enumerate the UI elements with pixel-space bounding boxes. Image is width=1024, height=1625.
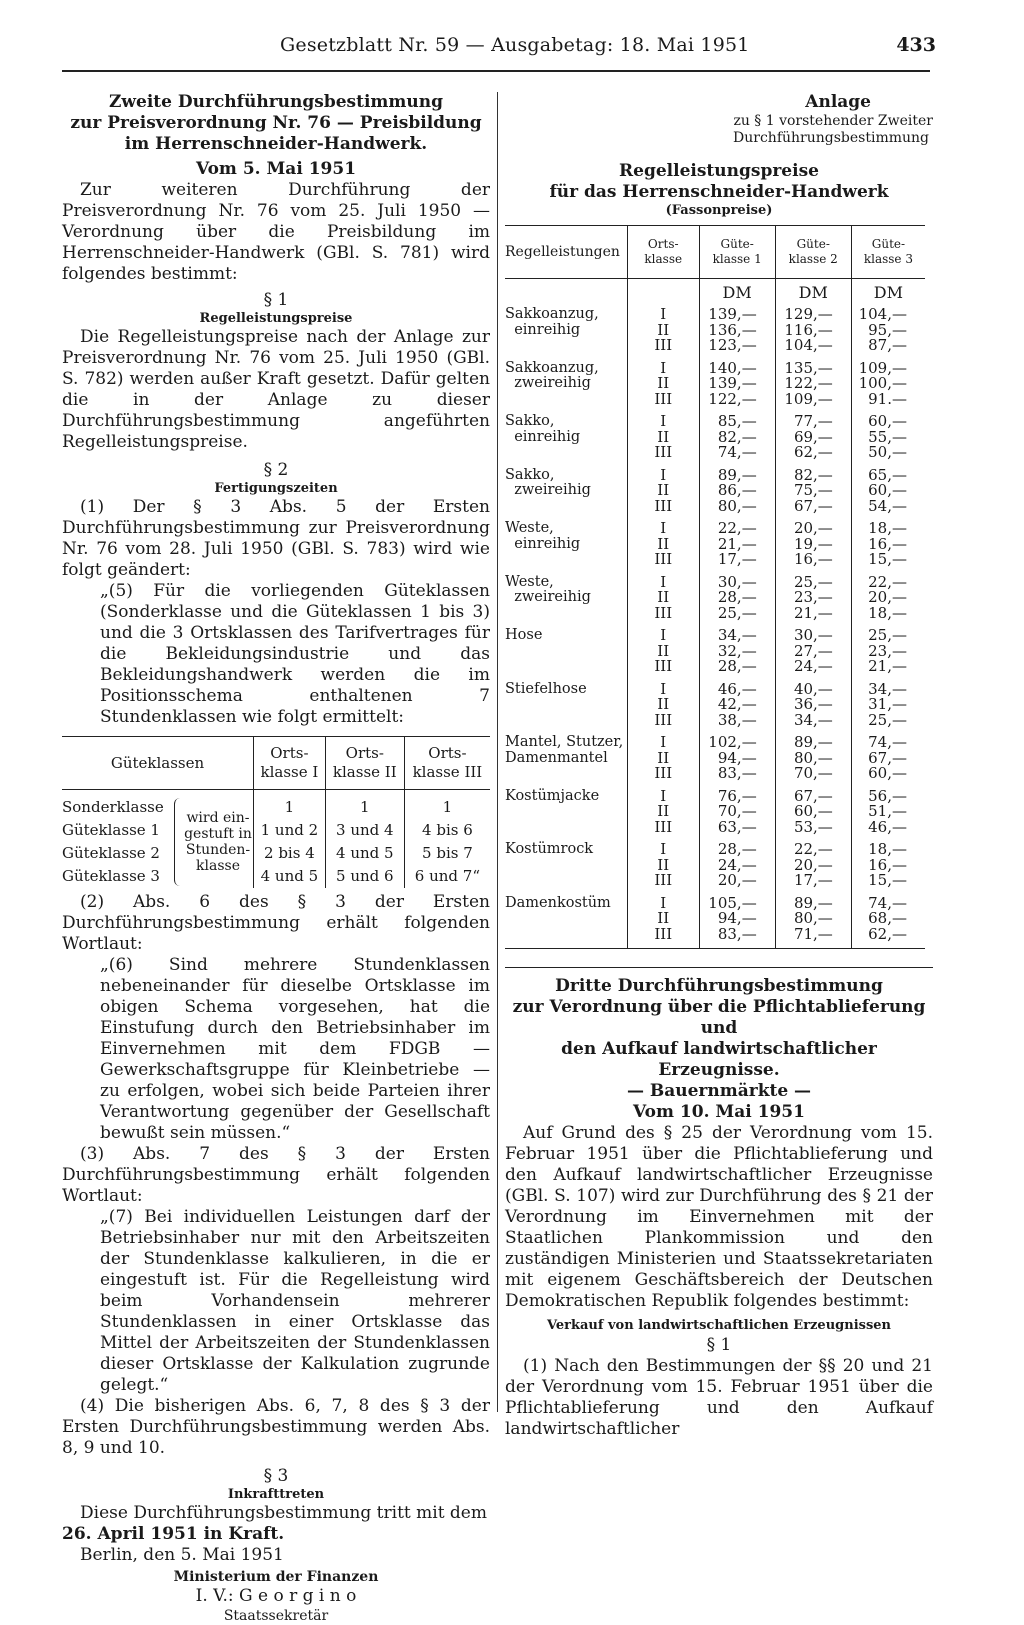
d3-title-line-3: den Aufkauf landwirtschaftlicher Erzeugnisse. bbox=[561, 1039, 877, 1080]
price-value: 50,— bbox=[868, 443, 907, 461]
gk-header-ortsklasse-2: Orts- klasse II bbox=[325, 737, 404, 790]
ortsklasse-value: I bbox=[660, 358, 667, 377]
price-value: 42,— bbox=[717, 695, 757, 713]
d3-date: Vom 10. Mai 1951 bbox=[633, 1102, 805, 1122]
regelleistung-name: Damenkostüm bbox=[505, 896, 627, 949]
price-value: 82,— bbox=[717, 427, 757, 446]
price-group-row bbox=[505, 842, 925, 896]
regelleistung-name: Sakkoanzug, einreihig bbox=[505, 306, 599, 338]
left-title-line-2: zur Preisverordnung Nr. 76 — Preisbildung bbox=[70, 113, 482, 133]
price-value: 27,— bbox=[793, 641, 833, 660]
empty-cell bbox=[627, 279, 699, 308]
price-value: 62,— bbox=[868, 924, 907, 943]
left-date: Vom 5. Mai 1951 bbox=[195, 159, 357, 179]
ortsklasse-value: I bbox=[660, 679, 667, 698]
page-header bbox=[0, 34, 1024, 62]
ministry: Ministerium der Finanzen bbox=[173, 1569, 379, 1585]
price-header-4: Güte- klasse 3 bbox=[851, 226, 925, 279]
price-value: 28,— bbox=[717, 657, 757, 675]
ortsklasse-value: III bbox=[654, 657, 673, 675]
gk-row-label: Sonderklasse bbox=[62, 798, 164, 816]
price-value: 21,— bbox=[868, 657, 907, 675]
price-value: 21,— bbox=[793, 603, 833, 622]
regelleistung-name: Sakko, einreihig bbox=[505, 413, 581, 445]
ortsklasse-value: III bbox=[654, 764, 673, 782]
s2-sign: § 2 bbox=[263, 460, 289, 480]
ortsklasse-value: I bbox=[660, 305, 667, 323]
price-value: 18,— bbox=[868, 840, 907, 858]
price-header-0: Regelleistungen bbox=[505, 226, 627, 279]
price-value: 129,— bbox=[784, 305, 833, 323]
price-value: 22,— bbox=[868, 572, 907, 591]
price-value: 62,— bbox=[793, 443, 833, 461]
price-value: 21,— bbox=[717, 534, 757, 553]
price-value: 63,— bbox=[717, 817, 757, 836]
ortsklasse-value: I bbox=[660, 519, 667, 537]
price-value: 18,— bbox=[868, 603, 907, 622]
ortsklasse-value: III bbox=[654, 871, 673, 889]
price-value: 135,— bbox=[784, 358, 833, 377]
ortsklasse-value: III bbox=[654, 443, 673, 461]
regelleistung-name: Weste, einreihig bbox=[505, 520, 581, 552]
currency-label: DM bbox=[775, 279, 851, 308]
header-rule bbox=[62, 70, 930, 72]
price-value: 25,— bbox=[793, 572, 833, 591]
price-value: 31,— bbox=[868, 695, 907, 713]
price-value: 95,— bbox=[868, 320, 907, 339]
price-group-row bbox=[505, 896, 925, 949]
price-value: 34,— bbox=[793, 710, 833, 729]
anlage-sub-1: zu § 1 vorstehender Zweiter bbox=[733, 113, 933, 129]
price-value: 23,— bbox=[793, 588, 833, 606]
price-value: 80,— bbox=[717, 496, 757, 515]
ortsklasse-value: III bbox=[654, 389, 673, 408]
price-value: 34,— bbox=[868, 679, 907, 698]
s3-text-a: Diese Durchführungsbestimmung tritt mit dem bbox=[80, 1503, 487, 1523]
price-group-row bbox=[505, 361, 925, 415]
price-value: 116,— bbox=[784, 320, 833, 339]
regelleistung-name: Weste, zweireihig bbox=[505, 573, 591, 605]
currency-label: DM bbox=[851, 279, 925, 308]
price-value: 24,— bbox=[793, 657, 833, 675]
d3-heading: Verkauf von landwirtschaftlichen Erzeugnissen bbox=[546, 1318, 891, 1333]
price-value: 36,— bbox=[793, 695, 833, 713]
regelleistung-name: Mantel, Stutzer, Damenmantel bbox=[505, 734, 624, 766]
price-value: 20,— bbox=[868, 588, 907, 606]
price-value: 24,— bbox=[717, 855, 757, 874]
price-value: 51,— bbox=[868, 802, 907, 820]
gk-row-label: Güteklasse 2 bbox=[62, 844, 160, 862]
price-value: 16,— bbox=[868, 534, 907, 553]
price-value: 105,— bbox=[708, 893, 757, 912]
price-value: 60,— bbox=[868, 412, 907, 430]
price-group-row bbox=[505, 521, 925, 575]
ortsklasse-value: I bbox=[660, 572, 667, 591]
price-value: 20,— bbox=[717, 871, 757, 889]
ortsklasse-value: III bbox=[654, 924, 673, 943]
price-header-2: Güte- klasse 1 bbox=[699, 226, 775, 279]
price-value: 56,— bbox=[868, 786, 907, 805]
ortsklasse-value: II bbox=[657, 802, 670, 820]
price-value: 65,— bbox=[868, 465, 907, 484]
ortsklasse-value: III bbox=[654, 817, 673, 836]
s3-text-b: 26. April 1951 in Kraft. bbox=[62, 1524, 285, 1544]
gk-header-ortsklasse-1: Orts- klasse I bbox=[254, 737, 326, 790]
price-value: 28,— bbox=[717, 588, 757, 606]
ortsklasse-value: I bbox=[660, 465, 667, 484]
price-value: 34,— bbox=[717, 626, 757, 644]
ortsklasse-value: II bbox=[657, 374, 670, 392]
price-group-row bbox=[505, 735, 925, 789]
price-value: 22,— bbox=[717, 519, 757, 537]
gk-header-ortsklasse-3: Orts- klasse III bbox=[404, 737, 490, 790]
price-value: 60,— bbox=[868, 481, 907, 499]
price-header-3: Güte- klasse 2 bbox=[775, 226, 851, 279]
price-value: 140,— bbox=[708, 358, 757, 377]
price-value: 25,— bbox=[717, 603, 757, 622]
price-value: 70,— bbox=[717, 802, 757, 820]
d3-intro: Auf Grund des § 25 der Verordnung vom 15. Februar 1951 über die Pflichtablieferung und den Aufkauf landwirtschaftlicher Erzeugnisse (GBl. S. 107) wird zur Durchführung des § 21 der Verordnung im Einvernehmen mit der Staatlichen Plankommission und den zuständigen Ministerien und Staatssekretariaten mit eigenem Geschäftsbereich der Deutschen Demokratischen Republik folgendes bestimmt: bbox=[505, 1123, 933, 1311]
left-intro: Zur weiteren Durchführung der Preisverordnung Nr. 76 vom 25. Juli 1950 — Verordnung über die Preisbildung im Herrenschneider-Handwerk (GBl. S. 781) wird folgendes bestimmt: bbox=[62, 180, 490, 284]
price-value: 16,— bbox=[868, 855, 907, 874]
place-date: Berlin, den 5. Mai 1951 bbox=[80, 1545, 284, 1565]
price-value: 67,— bbox=[793, 786, 833, 805]
price-value: 74,— bbox=[717, 443, 757, 461]
regelleistung-name: Sakkoanzug, zweireihig bbox=[505, 359, 599, 391]
page-number: 433 bbox=[896, 34, 936, 56]
price-value: 67,— bbox=[793, 496, 833, 515]
price-group-row bbox=[505, 307, 925, 361]
regelleistung-name: Kostümrock bbox=[505, 841, 594, 857]
price-value: 74,— bbox=[868, 893, 907, 912]
gazette-title: Gesetzblatt Nr. 59 — Ausgabetag: 18. Mai 1951 bbox=[280, 34, 750, 56]
column-divider bbox=[497, 92, 498, 1412]
ortsklasse-value: III bbox=[654, 336, 673, 354]
ortsklasse-value: I bbox=[660, 626, 667, 644]
ortsklasse-value: II bbox=[657, 909, 670, 927]
price-value: 83,— bbox=[717, 924, 757, 943]
gk-cell: 2 bis 4 bbox=[264, 844, 315, 862]
price-value: 94,— bbox=[717, 748, 757, 767]
s2-quote-1: „(5) Für die vorliegenden Güteklassen (Sonderklasse und die Güteklassen 1 bis 3) und die 3 Ortsklassen des Tarifvertrages für die Bekleidungsindustrie und das Bekleidungshandwerk werden die im Positionsschema enthaltenen 7 Stundenklassen wie folgt ermittelt: bbox=[100, 581, 490, 727]
price-value: 60,— bbox=[793, 802, 833, 820]
gk-cell: 5 bis 7 bbox=[422, 844, 473, 862]
ortsklasse-value: II bbox=[657, 855, 670, 874]
price-value: 109,— bbox=[784, 389, 833, 408]
section-rule bbox=[505, 967, 933, 968]
gk-cell: 1 bbox=[284, 798, 295, 816]
s1-heading: Regelleistungspreise bbox=[199, 311, 353, 326]
price-value: 87,— bbox=[868, 336, 907, 354]
price-value: 75,— bbox=[793, 481, 833, 499]
price-group-row bbox=[505, 789, 925, 843]
ortsklasse-value: I bbox=[660, 893, 667, 912]
gk-cell: 3 und 4 bbox=[336, 821, 394, 839]
price-value: 82,— bbox=[793, 465, 833, 484]
signer: I. V.: G e o r g i n o bbox=[195, 1586, 357, 1606]
ortsklasse-value: III bbox=[654, 550, 673, 568]
d3-title-line-2: zur Verordnung über die Pflichtablieferung und bbox=[512, 997, 926, 1038]
gk-cell: 4 und 5 bbox=[260, 867, 319, 885]
price-value: 40,— bbox=[793, 679, 833, 698]
price-value: 23,— bbox=[868, 641, 907, 660]
price-value: 139,— bbox=[708, 305, 757, 323]
price-value: 94,— bbox=[717, 909, 757, 927]
price-value: 15,— bbox=[868, 550, 907, 568]
ortsklasse-value: I bbox=[660, 412, 667, 430]
gk-brace bbox=[174, 798, 183, 886]
s2-paragraph-2: (2) Abs. 6 des § 3 der Ersten Durchführungsbestimmung erhält folgenden Wortlaut: bbox=[62, 892, 490, 954]
d3-s1-text: (1) Nach den Bestimmungen der §§ 20 und 21 der Verordnung vom 15. Februar 1951 über die Pflichtablieferung und den Aufkauf landwirtschaftlicher bbox=[505, 1356, 933, 1439]
s2-paragraph-3: (3) Abs. 7 des § 3 der Ersten Durchführungsbestimmung erhält folgenden Wortlaut: bbox=[62, 1144, 490, 1206]
price-value: 67,— bbox=[868, 748, 907, 767]
price-value: 20,— bbox=[793, 519, 833, 537]
price-value: 19,— bbox=[793, 534, 833, 553]
price-value: 102,— bbox=[708, 733, 757, 751]
ortsklasse-value: I bbox=[660, 786, 667, 805]
ortsklasse-value: I bbox=[660, 733, 667, 751]
price-value: 28,— bbox=[717, 840, 757, 858]
price-value: 76,— bbox=[717, 786, 757, 805]
ortsklasse-value: II bbox=[657, 641, 670, 660]
price-value: 136,— bbox=[708, 320, 757, 339]
price-value: 25,— bbox=[868, 710, 907, 729]
s2-quote-2: „(6) Sind mehrere Stundenklassen nebeneinander für dieselbe Ortsklasse im obigen Schema vorgesehen, hat die Einstufung durch den Betriebsinhaber im Einvernehmen mit dem FDGB — Gewerkschaftsgruppe für Kleinbetriebe — zu erfolgen, wobei sich beide Parteien ihrer Verantwortung gegenüber der Gesellschaft bewußt sein müssen.“ bbox=[100, 955, 490, 1143]
stundenklassen-table bbox=[62, 736, 490, 888]
price-value: 38,— bbox=[717, 710, 757, 729]
anlage-sub-2: Durchführungsbestimmung bbox=[733, 130, 929, 146]
price-value: 69,— bbox=[793, 427, 833, 446]
price-title-1: Regelleistungspreise bbox=[619, 161, 819, 181]
d3-title-line-1: Dritte Durchführungsbestimmung bbox=[555, 976, 883, 996]
price-value: 68,— bbox=[868, 909, 907, 927]
price-value: 55,— bbox=[868, 427, 907, 446]
price-value: 46,— bbox=[868, 817, 907, 836]
gk-header-gueteklassen: Güteklassen bbox=[62, 737, 254, 790]
price-value: 70,— bbox=[793, 764, 833, 782]
ortsklasse-value: III bbox=[654, 710, 673, 729]
ortsklasse-value: II bbox=[657, 481, 670, 499]
price-value: 18,— bbox=[868, 519, 907, 537]
left-column bbox=[62, 92, 490, 1625]
price-value: 17,— bbox=[793, 871, 833, 889]
regelleistung-name: Sakko, zweireihig bbox=[505, 466, 591, 498]
price-header-1: Orts- klasse bbox=[627, 226, 699, 279]
price-value: 109,— bbox=[858, 358, 907, 377]
price-value: 91.— bbox=[868, 389, 907, 408]
price-group-row bbox=[505, 628, 925, 682]
price-value: 83,— bbox=[717, 764, 757, 782]
price-value: 17,— bbox=[717, 550, 757, 568]
empty-cell bbox=[505, 279, 627, 308]
price-value: 46,— bbox=[717, 679, 757, 698]
currency-label: DM bbox=[699, 279, 775, 308]
ortsklasse-value: II bbox=[657, 748, 670, 767]
s1-text: Die Regelleistungspreise nach der Anlage zur Preisverordnung Nr. 76 vom 25. Juli 1950 (GBl. S. 782) werden außer Kraft gesetzt. Dafür gelten die in der Anlage zu dieser Durchführungsbestimmung angeführten Regelleistungspreise. bbox=[62, 327, 490, 452]
price-group-row bbox=[505, 468, 925, 522]
signer-title: Staatssekretär bbox=[223, 1608, 329, 1624]
price-value: 100,— bbox=[858, 374, 907, 392]
right-column bbox=[505, 92, 933, 1440]
s2-heading: Fertigungszeiten bbox=[214, 481, 338, 496]
price-value: 123,— bbox=[708, 336, 757, 354]
price-group-row bbox=[505, 682, 925, 736]
s2-quote-3: „(7) Bei individuellen Leistungen darf der Betriebsinhaber nur mit den Arbeitszeiten der Stundenklasse kalkulieren, in die er eingestuft ist. Für die Regelleistung wird beim Vorhandensein mehrerer Stundenklassen in einer Ortsklasse das Mittel der Arbeitszeiten der Stundenklassen dieser Ortsklasse der Kalkulation zugrunde gelegt.“ bbox=[100, 1207, 490, 1395]
price-value: 16,— bbox=[793, 550, 833, 568]
ortsklasse-value: II bbox=[657, 695, 670, 713]
price-value: 22,— bbox=[793, 840, 833, 858]
s1-sign: § 1 bbox=[263, 290, 289, 310]
anlage-label: Anlage bbox=[805, 92, 871, 112]
gk-cell: 1 bbox=[360, 798, 370, 816]
price-value: 71,— bbox=[793, 924, 833, 943]
price-group-row bbox=[505, 575, 925, 629]
ortsklasse-value: II bbox=[657, 588, 670, 606]
gk-cell: 1 bbox=[442, 798, 453, 816]
price-value: 32,— bbox=[717, 641, 757, 660]
price-value: 77,— bbox=[793, 412, 833, 430]
price-value: 122,— bbox=[708, 389, 757, 408]
price-value: 139,— bbox=[708, 374, 757, 392]
price-value: 53,— bbox=[793, 817, 833, 836]
ortsklasse-value: III bbox=[654, 496, 673, 515]
left-title-line-3: im Herrenschneider-Handwerk. bbox=[124, 134, 428, 154]
price-title-3: (Fassonpreise) bbox=[665, 203, 773, 218]
d3-title-line-4: — Bauernmärkte — bbox=[626, 1081, 812, 1101]
regelleistung-name: Kostümjacke bbox=[505, 787, 600, 804]
gk-cell: 5 und 6 bbox=[336, 867, 394, 885]
price-value: 89,— bbox=[793, 733, 833, 751]
s2-paragraph-4: (4) Die bisherigen Abs. 6, 7, 8 des § 3 der Ersten Durchführungsbestimmung werden Abs. 8, 9 und 10. bbox=[62, 1396, 490, 1458]
ortsklasse-value: II bbox=[657, 320, 670, 339]
regelleistung-name: Hose bbox=[505, 627, 543, 643]
left-title-line-1: Zweite Durchführungsbestimmung bbox=[108, 92, 443, 112]
price-value: 25,— bbox=[868, 626, 907, 644]
price-value: 104,— bbox=[784, 336, 833, 354]
s3-heading: Inkrafttreten bbox=[227, 1487, 325, 1502]
price-value: 80,— bbox=[793, 748, 833, 767]
ortsklasse-value: II bbox=[657, 427, 670, 446]
gk-row-label: Güteklasse 1 bbox=[62, 821, 160, 839]
price-value: 122,— bbox=[784, 374, 833, 392]
ortsklasse-value: I bbox=[660, 840, 667, 858]
gk-bracket-text: wird ein- gestuft in Stunden- klasse bbox=[184, 810, 252, 874]
price-value: 80,— bbox=[793, 909, 833, 927]
price-value: 60,— bbox=[868, 764, 907, 782]
s3-sign: § 3 bbox=[263, 1466, 289, 1486]
s2-paragraph-1: (1) Der § 3 Abs. 5 der Ersten Durchführungsbestimmung zur Preisverordnung Nr. 76 vom 28. Juli 1950 (GBl. S. 783) wird wie folgt geändert: bbox=[62, 497, 490, 580]
price-value: 86,— bbox=[717, 481, 757, 499]
regelleistung-name: Stiefelhose bbox=[505, 680, 587, 697]
ortsklasse-value: II bbox=[657, 534, 670, 553]
price-value: 54,— bbox=[868, 496, 907, 515]
d3-s1-sign: § 1 bbox=[706, 1335, 732, 1355]
gk-cell: 1 und 2 bbox=[260, 821, 319, 839]
price-value: 30,— bbox=[717, 572, 757, 591]
price-table bbox=[505, 225, 925, 949]
price-value: 30,— bbox=[793, 626, 833, 644]
price-value: 85,— bbox=[717, 412, 757, 430]
price-value: 89,— bbox=[717, 465, 757, 484]
price-value: 74,— bbox=[868, 733, 907, 751]
price-value: 89,— bbox=[793, 893, 833, 912]
price-title-2: für das Herrenschneider-Handwerk bbox=[549, 182, 889, 202]
price-value: 20,— bbox=[793, 855, 833, 874]
gk-cell: 4 bis 6 bbox=[422, 821, 473, 839]
ortsklasse-value: III bbox=[654, 603, 673, 622]
gk-row-label: Güteklasse 3 bbox=[62, 867, 160, 885]
gk-cell: 4 und 5 bbox=[336, 844, 394, 862]
gk-cell: 6 und 7“ bbox=[414, 867, 481, 885]
price-value: 104,— bbox=[858, 305, 907, 323]
price-group-row bbox=[505, 414, 925, 468]
price-value: 15,— bbox=[868, 871, 907, 889]
